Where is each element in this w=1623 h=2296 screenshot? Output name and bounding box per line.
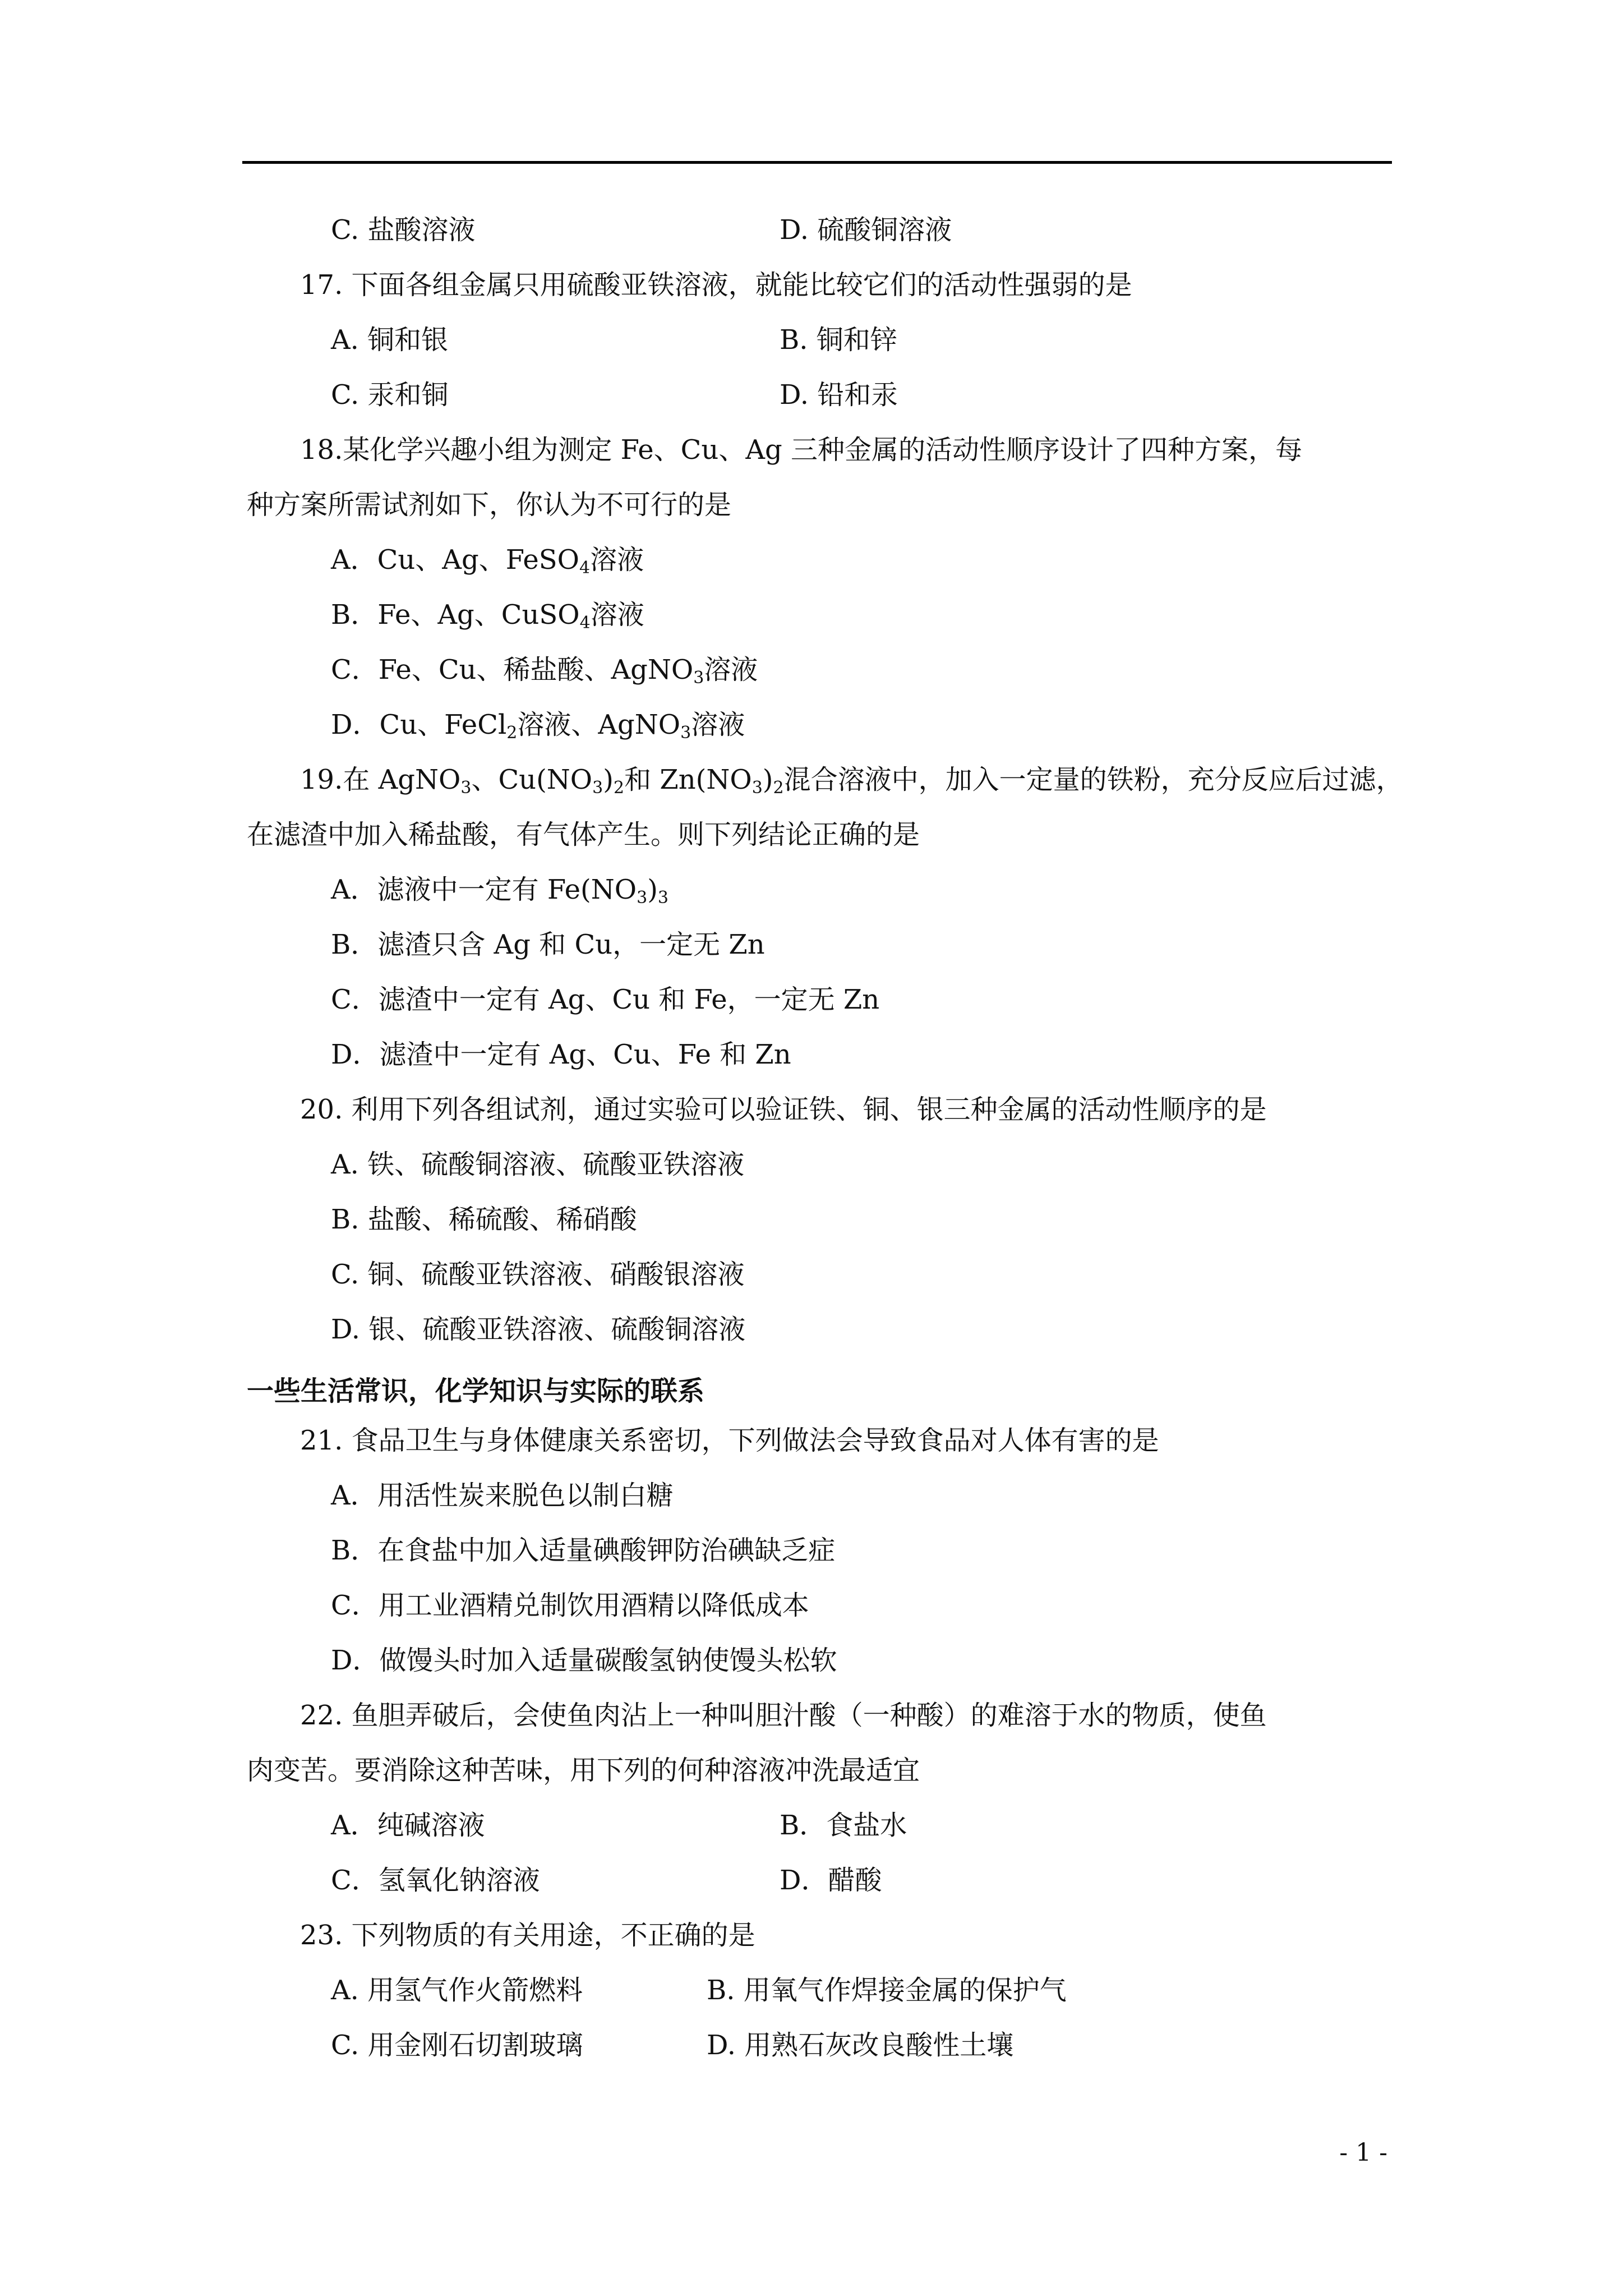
q21-stem: 21. 食品卫生与身体健康关系密切，下列做法会导致食品对人体有害的是 <box>300 1425 1159 1456</box>
q21-option-b: B．在食盐中加入适量碘酸钾防治碘缺乏症 <box>331 1535 836 1566</box>
q17-option-b: B. 铜和锌 <box>780 324 897 356</box>
q21-option-c: C．用工业酒精兑制饮用酒精以降低成本 <box>331 1590 809 1621</box>
q18-stem-line2: 种方案所需试剂如下，你认为不可行的是 <box>247 489 732 521</box>
q22-option-b: B．食盐水 <box>780 1810 907 1841</box>
q20-option-b: B. 盐酸、稀硫酸、稀硝酸 <box>331 1204 637 1235</box>
q17-option-a: A. 铜和银 <box>331 324 449 356</box>
q21-option-d: D．做馒头时加入适量碳酸氢钠使馒头松软 <box>331 1645 837 1676</box>
q22-stem-line2: 肉变苦。要消除这种苦味，用下列的何种溶液冲洗最适宜 <box>247 1755 920 1786</box>
q19-stem-line1: 19.在 AgNO$_3$、$Cu(NO_3)_2$和 $Zn(NO_3)_2$混合溶液中，加入一定量的铁粉，充分反应后过滤， <box>300 764 1403 798</box>
q16-option-c: C. 盐酸溶液 <box>331 214 476 246</box>
section-heading: 一些生活常识，化学知识与实际的联系 <box>247 1375 705 1407</box>
q18-option-c: C．Fe、Cu、稀盐酸、AgNO$_3$溶液 <box>331 654 758 688</box>
q23-option-d: D. 用熟石灰改良酸性土壤 <box>707 2030 1014 2061</box>
q19-option-a: A．滤液中一定有 $Fe(NO_3)_3$ <box>331 874 669 908</box>
q20-option-c: C. 铜、硫酸亚铁溶液、硝酸银溶液 <box>331 1259 745 1290</box>
q22-option-d: D．醋酸 <box>780 1865 882 1896</box>
q23-stem: 23. 下列物质的有关用途，不正确的是 <box>300 1920 755 1951</box>
q22-option-a: A．纯碱溶液 <box>331 1810 485 1841</box>
q22-option-c: C．氢氧化钠溶液 <box>331 1865 540 1896</box>
q23-option-c: C. 用金刚石切割玻璃 <box>331 2030 583 2061</box>
q17-option-d: D. 铅和汞 <box>780 379 898 411</box>
q19-option-d: D．滤渣中一定有 Ag、Cu、Fe 和 Zn <box>331 1039 791 1070</box>
q18-option-a: A．Cu、Ag、FeSO$_4$溶液 <box>331 544 644 578</box>
q19-option-c: C．滤渣中一定有 Ag、Cu 和 Fe，一定无 Zn <box>331 984 880 1015</box>
q18-option-b: B．Fe、Ag、CuSO$_4$溶液 <box>331 599 644 633</box>
q23-option-b: B. 用氧气作焊接金属的保护气 <box>707 1975 1067 2006</box>
q17-option-c: C. 汞和铜 <box>331 379 449 411</box>
q23-option-a: A. 用氢气作火箭燃料 <box>331 1975 583 2006</box>
q20-option-a: A. 铁、硫酸铜溶液、硫酸亚铁溶液 <box>331 1149 745 1180</box>
header-rule <box>242 161 1392 164</box>
q19-option-b: B．滤渣只含 Ag 和 Cu，一定无 Zn <box>331 929 765 960</box>
q21-option-a: A．用活性炭来脱色以制白糖 <box>331 1480 674 1511</box>
q17-stem: 17. 下面各组金属只用硫酸亚铁溶液，就能比较它们的活动性强弱的是 <box>300 269 1132 301</box>
q16-option-d: D. 硫酸铜溶液 <box>780 214 952 246</box>
q20-stem: 20. 利用下列各组试剂，通过实验可以验证铁、铜、银三种金属的活动性顺序的是 <box>300 1094 1267 1125</box>
q18-stem-line1: 18.某化学兴趣小组为测定 Fe、Cu、Ag 三种金属的活动性顺序设计了四种方案，每 <box>300 434 1302 466</box>
page-number: - 1 - <box>1339 2138 1387 2167</box>
q18-option-d: D．Cu、FeCl$_2$溶液、AgNO$_3$溶液 <box>331 709 745 743</box>
q19-stem-line2: 在滤渣中加入稀盐酸，有气体产生。则下列结论正确的是 <box>247 819 920 850</box>
q20-option-d: D. 银、硫酸亚铁溶液、硫酸铜溶液 <box>331 1314 746 1345</box>
q22-stem-line1: 22. 鱼胆弄破后，会使鱼肉沾上一种叫胆汁酸（一种酸）的难溶于水的物质，使鱼 <box>300 1700 1267 1731</box>
